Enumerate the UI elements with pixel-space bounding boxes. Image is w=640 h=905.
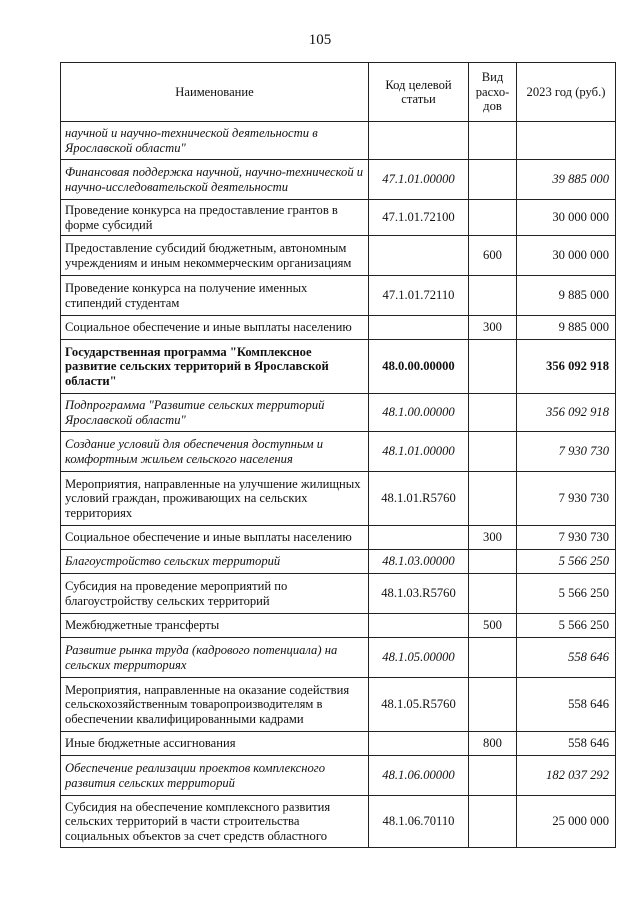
row-expense-type: 300 <box>469 316 517 340</box>
row-expense-type <box>469 394 517 432</box>
row-expense-type: 600 <box>469 236 517 276</box>
row-amount: 558 646 <box>517 732 616 756</box>
row-amount: 9 885 000 <box>517 316 616 340</box>
row-expense-type <box>469 550 517 574</box>
table-row <box>61 472 616 526</box>
row-expense-type <box>469 756 517 796</box>
row-code: 48.1.06.70110 <box>369 796 469 848</box>
row-expense-type <box>469 678 517 732</box>
table-row <box>61 316 616 340</box>
row-code: 48.1.03.00000 <box>369 550 469 574</box>
row-code: 47.1.01.72110 <box>369 276 469 316</box>
row-expense-type: 500 <box>469 614 517 638</box>
table-row <box>61 432 616 472</box>
table-row <box>61 614 616 638</box>
row-expense-type <box>469 638 517 678</box>
row-name: Развитие рынка труда (кадрового потенциала) на сельских территориях <box>61 638 369 678</box>
table-row <box>61 160 616 200</box>
row-code <box>369 614 469 638</box>
row-amount: 7 930 730 <box>517 526 616 550</box>
budget-table <box>60 62 616 848</box>
row-expense-type <box>469 276 517 316</box>
row-name: Обеспечение реализации проектов комплексного развития сельских территорий <box>61 756 369 796</box>
row-amount: 7 930 730 <box>517 432 616 472</box>
row-amount: 7 930 730 <box>517 472 616 526</box>
row-amount: 5 566 250 <box>517 614 616 638</box>
row-expense-type <box>469 796 517 848</box>
table-row <box>61 550 616 574</box>
row-code: 48.1.03.R5760 <box>369 574 469 614</box>
row-amount: 558 646 <box>517 678 616 732</box>
row-name: Благоустройство сельских территорий <box>61 550 369 574</box>
table-row <box>61 574 616 614</box>
row-amount: 558 646 <box>517 638 616 678</box>
row-expense-type <box>469 122 517 160</box>
row-name: Межбюджетные трансферты <box>61 614 369 638</box>
row-name: научной и научно-технической деятельности в Ярославской области" <box>61 122 369 160</box>
row-amount: 25 000 000 <box>517 796 616 848</box>
row-code: 48.0.00.00000 <box>369 340 469 394</box>
row-code: 48.1.00.00000 <box>369 394 469 432</box>
table-row <box>61 276 616 316</box>
table-row <box>61 394 616 432</box>
row-expense-type <box>469 472 517 526</box>
row-name: Подпрограмма "Развитие сельских территорий Ярославской области" <box>61 394 369 432</box>
table-row <box>61 122 616 160</box>
row-name: Создание условий для обеспечения доступным и комфортным жильем сельского населения <box>61 432 369 472</box>
table-row <box>61 526 616 550</box>
row-name: Мероприятия, направленные на улучшение жилищных условий граждан, проживающих на сельских территориях <box>61 472 369 526</box>
row-code: 48.1.01.00000 <box>369 432 469 472</box>
table-row <box>61 236 616 276</box>
row-name: Социальное обеспечение и иные выплаты населению <box>61 316 369 340</box>
row-amount: 9 885 000 <box>517 276 616 316</box>
row-amount: 356 092 918 <box>517 394 616 432</box>
row-name: Социальное обеспечение и иные выплаты населению <box>61 526 369 550</box>
row-expense-type <box>469 574 517 614</box>
row-code: 48.1.01.R5760 <box>369 472 469 526</box>
row-name: Мероприятия, направленные на оказание содействия сельскохозяйственным товаропроизводителям в обеспечении квалифицированными кадрами <box>61 678 369 732</box>
row-amount: 5 566 250 <box>517 574 616 614</box>
row-name: Субсидия на обеспечение комплексного развития сельских территорий в части строительства социальных объектов за счет средств областного <box>61 796 369 848</box>
row-expense-type: 800 <box>469 732 517 756</box>
table-row <box>61 678 616 732</box>
header-code: Код целевой статьи <box>369 63 469 122</box>
row-code <box>369 122 469 160</box>
row-name: Государственная программа "Комплексное развитие сельских территорий в Ярославской области" <box>61 340 369 394</box>
row-code: 48.1.06.00000 <box>369 756 469 796</box>
row-amount: 39 885 000 <box>517 160 616 200</box>
row-name: Иные бюджетные ассигнования <box>61 732 369 756</box>
row-code: 48.1.05.R5760 <box>369 678 469 732</box>
row-amount: 182 037 292 <box>517 756 616 796</box>
row-expense-type <box>469 200 517 236</box>
row-name: Предоставление субсидий бюджетным, автономным учреждениям и иным некоммерческим организациям <box>61 236 369 276</box>
row-amount: 30 000 000 <box>517 200 616 236</box>
table-row <box>61 638 616 678</box>
row-code: 48.1.05.00000 <box>369 638 469 678</box>
page-number: 105 <box>308 32 332 48</box>
row-code <box>369 236 469 276</box>
table-row <box>61 340 616 394</box>
table-row <box>61 796 616 848</box>
row-expense-type <box>469 340 517 394</box>
row-amount: 5 566 250 <box>517 550 616 574</box>
table-row <box>61 200 616 236</box>
row-name: Проведение конкурса на предоставление грантов в форме субсидий <box>61 200 369 236</box>
header-name: Наименование <box>61 63 369 122</box>
row-code: 47.1.01.72100 <box>369 200 469 236</box>
header-amount: 2023 год (руб.) <box>517 63 616 122</box>
header-expense-type: Вид расхо-дов <box>469 63 517 122</box>
table-row <box>61 756 616 796</box>
row-amount <box>517 122 616 160</box>
row-name: Субсидия на проведение мероприятий по благоустройству сельских территорий <box>61 574 369 614</box>
row-expense-type <box>469 160 517 200</box>
row-code <box>369 526 469 550</box>
row-code: 47.1.01.00000 <box>369 160 469 200</box>
table-header-row <box>61 63 616 122</box>
row-expense-type: 300 <box>469 526 517 550</box>
row-amount: 356 092 918 <box>517 340 616 394</box>
row-code <box>369 316 469 340</box>
row-code <box>369 732 469 756</box>
row-amount: 30 000 000 <box>517 236 616 276</box>
row-expense-type <box>469 432 517 472</box>
row-name: Проведение конкурса на получение именных стипендий студентам <box>61 276 369 316</box>
row-name: Финансовая поддержка научной, научно-технической и научно-исследовательской деятельности <box>61 160 369 200</box>
table-row <box>61 732 616 756</box>
